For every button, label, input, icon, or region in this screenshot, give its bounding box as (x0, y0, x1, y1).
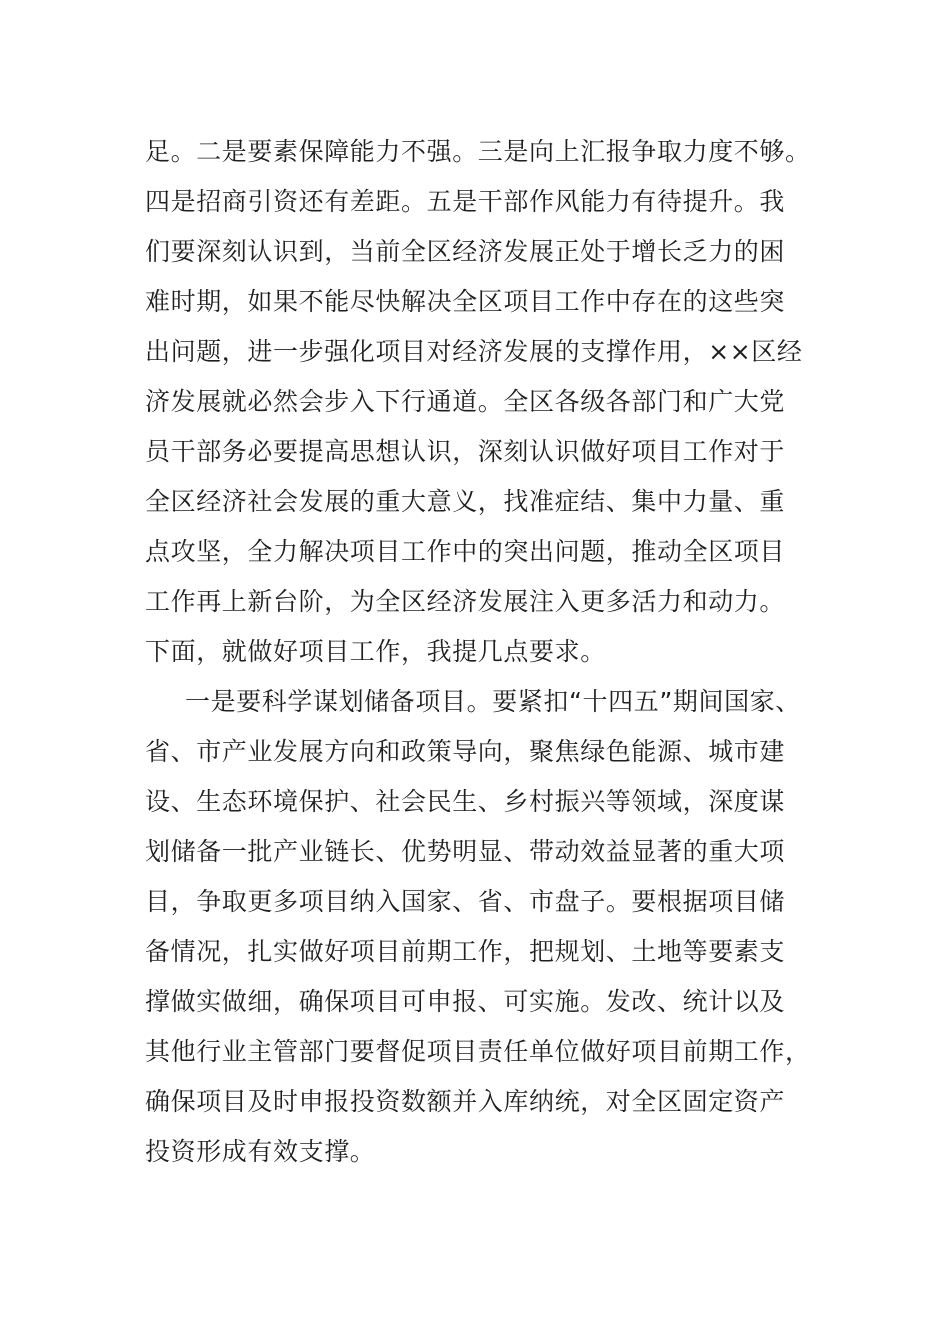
text-line: 备情况，扎实做好项目前期工作，把规划、土地等要素支 (145, 937, 786, 966)
text-line: 出问题，进一步强化项目对经济发展的支撑作用，××区经 (145, 337, 803, 366)
paragraph-start-line: 一是要科学谋划储备项目。要紧扣“十四五”期间国家、 (185, 687, 801, 716)
text-line: 撑做实做细，确保项目可申报、可实施。发改、统计以及 (145, 987, 786, 1016)
text-line: 足。二是要素保障能力不强。三是向上汇报争取力度不够。 (145, 137, 811, 166)
text-line: 投资形成有效支撑。 (145, 1137, 376, 1166)
text-line: 员干部务必要提高思想认识，深刻认识做好项目工作对于 (145, 437, 786, 466)
text-line: 们要深刻认识到，当前全区经济发展正处于增长乏力的困 (145, 237, 786, 266)
text-line: 难时期，如果不能尽快解决全区项目工作中存在的这些突 (145, 287, 786, 316)
body-text (145, 127, 935, 1177)
text-line: 全区经济社会发展的重大意义，找准症结、集中力量、重 (145, 487, 786, 516)
text-line: 目，争取更多项目纳入国家、省、市盘子。要根据项目储 (145, 887, 786, 916)
text-line: 确保项目及时申报投资数额并入库纳统，对全区固定资产 (145, 1087, 786, 1116)
text-line: 设、生态环境保护、社会民生、乡村振兴等领域，深度谋 (145, 787, 786, 816)
text-line: 省、市产业发展方向和政策导向，聚焦绿色能源、城市建 (145, 737, 786, 766)
text-line: 下面，就做好项目工作，我提几点要求。 (145, 637, 606, 666)
text-line: 工作再上新台阶，为全区经济发展注入更多活力和动力。 (145, 587, 786, 616)
text-line: 划储备一批产业链长、优势明显、带动效益显著的重大项 (145, 837, 786, 866)
text-line: 点攻坚，全力解决项目工作中的突出问题，推动全区项目 (145, 537, 786, 566)
text-line: 四是招商引资还有差距。五是干部作风能力有待提升。我 (145, 187, 786, 216)
text-line: 济发展就必然会步入下行通道。全区各级各部门和广大党 (145, 387, 786, 416)
text-line: 其他行业主管部门要督促项目责任单位做好项目前期工作， (145, 1037, 811, 1066)
